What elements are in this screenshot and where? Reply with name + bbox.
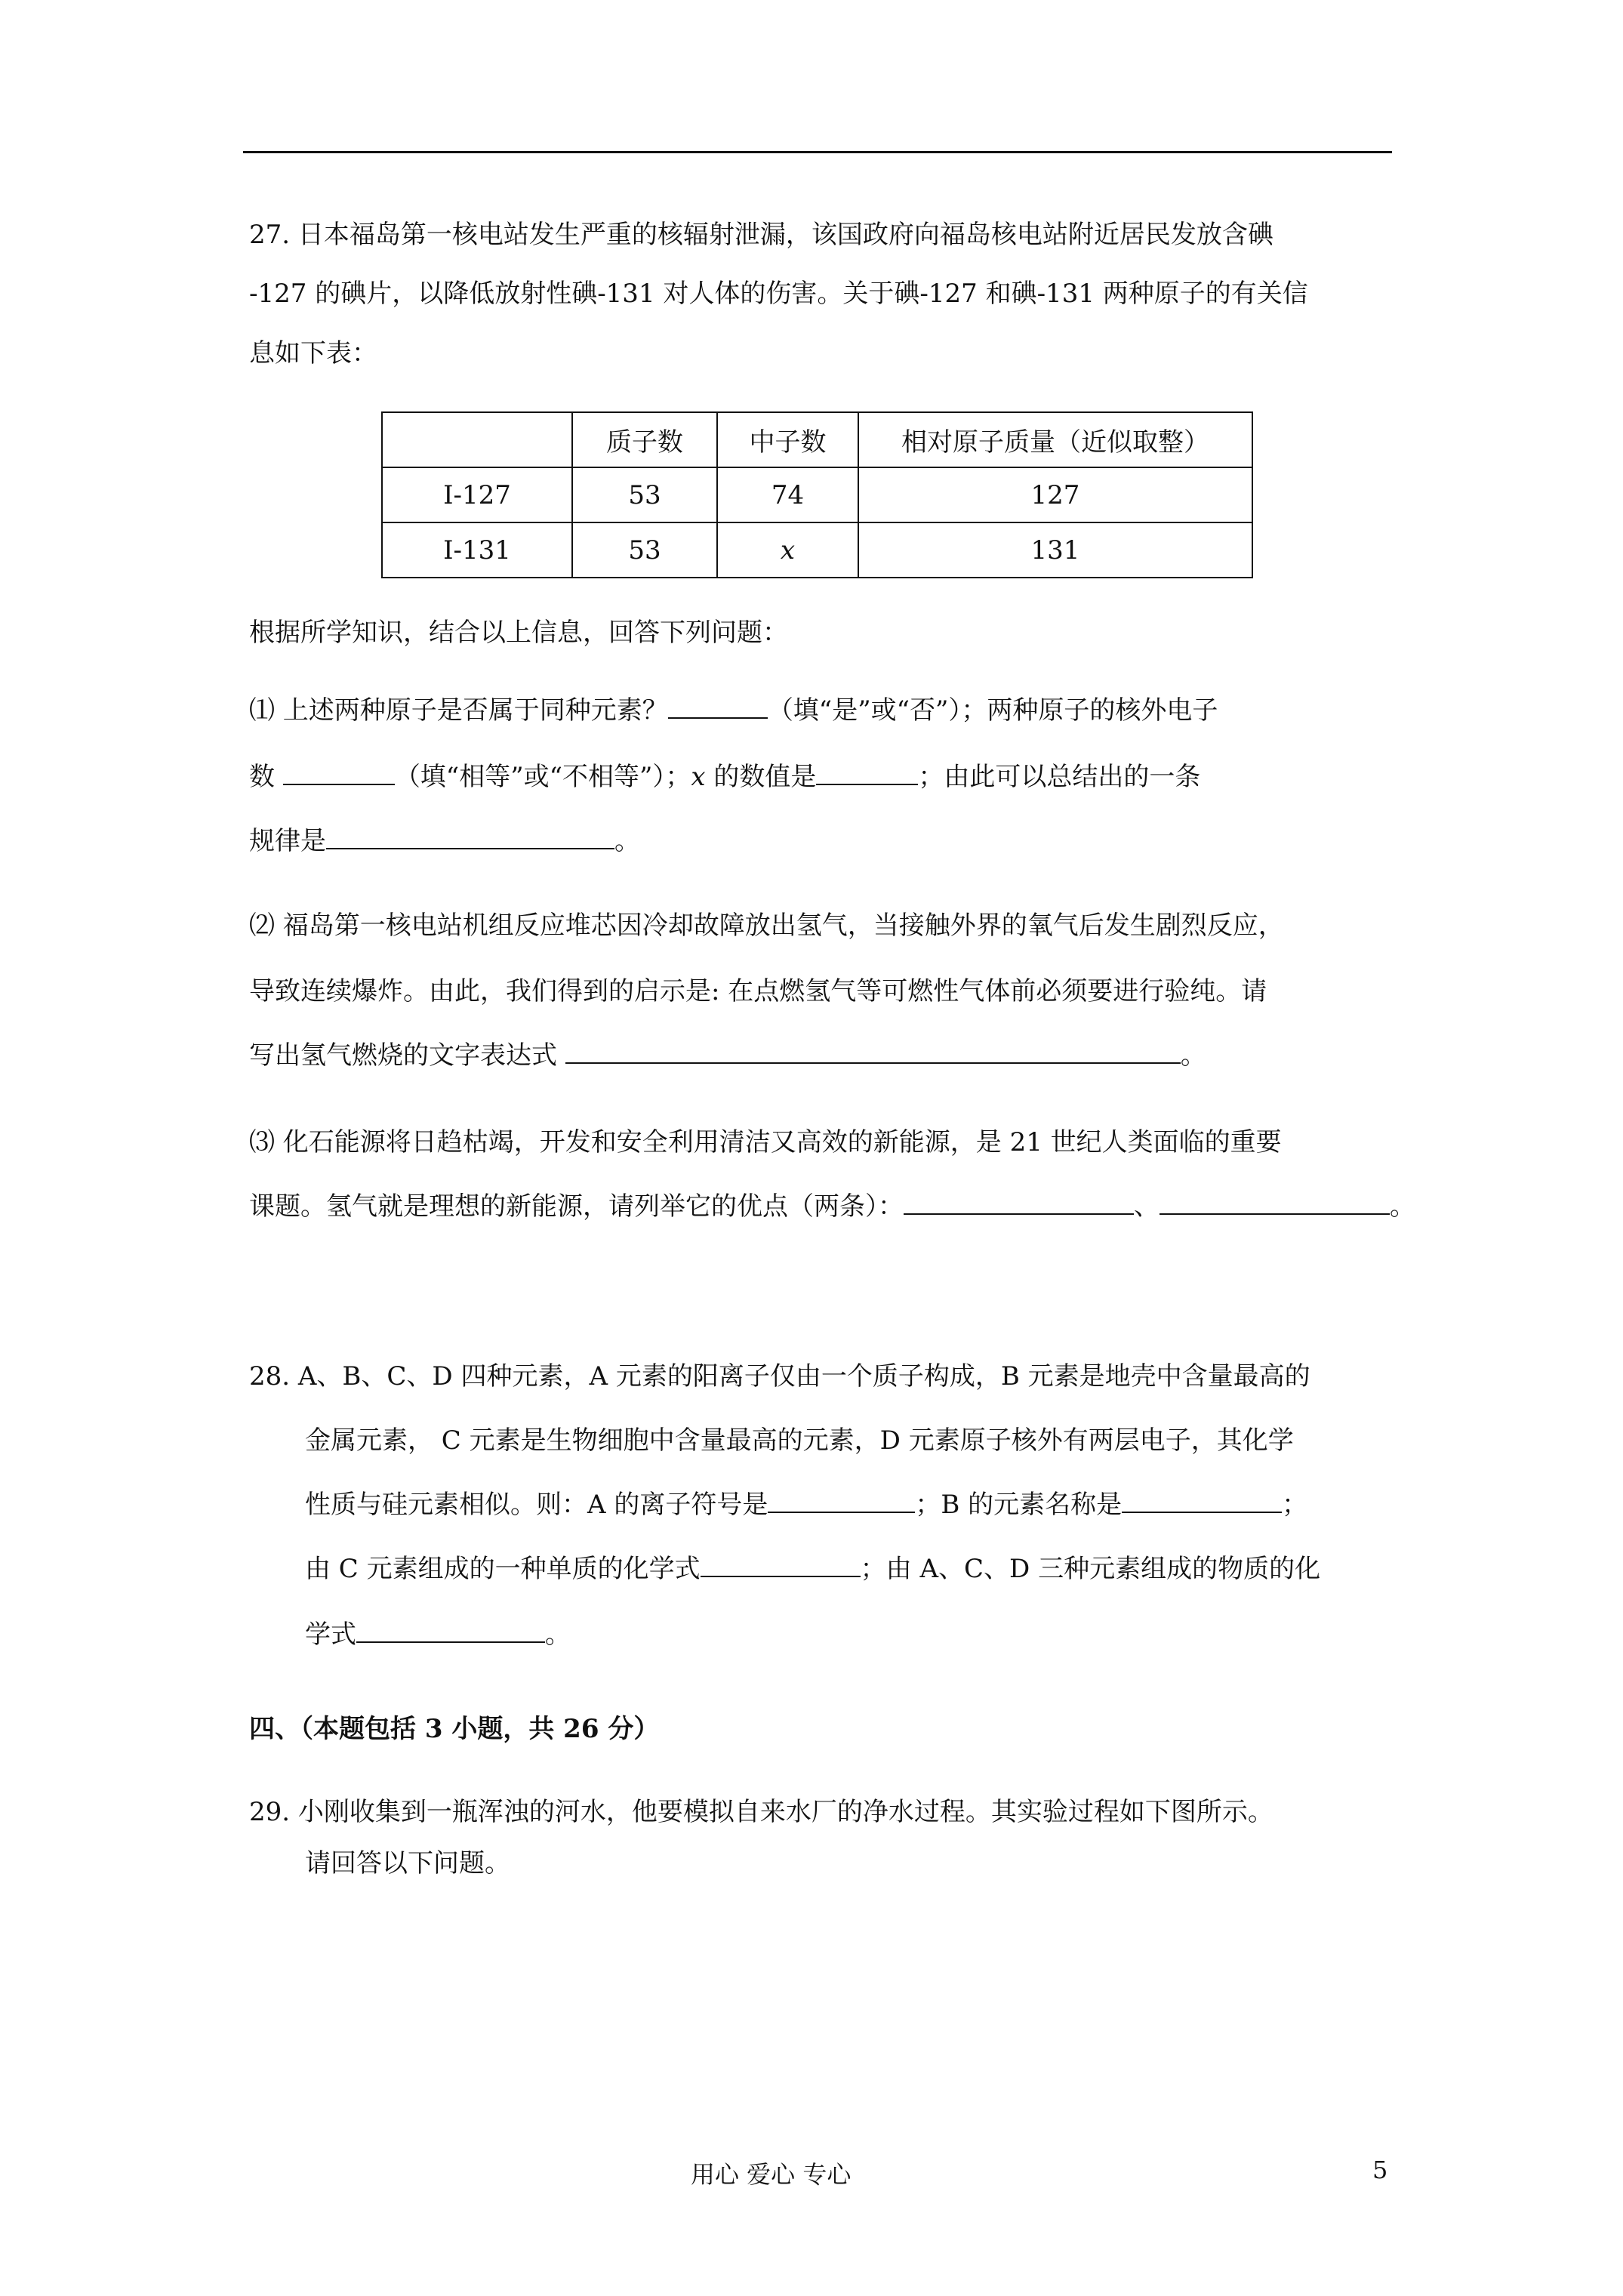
q27-part3-line-1: ⑶ 化石能源将日趋枯竭，开发和安全利用清洁又高效的新能源，是 21 世纪人类面临的重要 xyxy=(249,1127,1282,1157)
table-row xyxy=(382,522,1252,578)
text: 学式 xyxy=(305,1620,356,1650)
page-number: 5 xyxy=(1372,2156,1388,2184)
answer-blank[interactable] xyxy=(768,1489,915,1513)
text: 规律是 xyxy=(249,826,326,856)
q27-part2-line-3 xyxy=(249,1034,1206,1071)
table-cell: 74 xyxy=(717,467,858,522)
q28-line-5 xyxy=(305,1613,571,1650)
answer-blank[interactable] xyxy=(904,1191,1134,1215)
q27-part1-line-1 xyxy=(249,689,1218,726)
text: 。 xyxy=(545,1620,571,1650)
q29-line-1: 29. 小刚收集到一瓶浑浊的河水，他要模拟自来水厂的净水过程。其实验过程如下图所示。 xyxy=(249,1797,1273,1827)
q28-line-2: 金属元素， C 元素是生物细胞中含量最高的元素，D 元素原子核外有两层电子，其化学 xyxy=(305,1425,1294,1456)
text: 课题。氢气就是理想的新能源，请列举它的优点（两条）： xyxy=(249,1191,904,1222)
q27-line-3: 息如下表： xyxy=(249,338,377,368)
variable-x: x xyxy=(691,762,706,792)
text: ；B 的元素名称是 xyxy=(915,1490,1123,1520)
text: ；由 A、C、D 三种元素组成的物质的化 xyxy=(860,1554,1321,1584)
text: （填“是”或“否”）；两种原子的核外电子 xyxy=(767,695,1218,726)
answer-blank[interactable] xyxy=(701,1553,861,1577)
table-row xyxy=(382,467,1252,522)
text: 。 xyxy=(614,826,640,856)
text: （填“相等”或“不相等”）； xyxy=(394,762,691,792)
table-header-row xyxy=(382,412,1252,467)
answer-blank[interactable] xyxy=(1160,1191,1390,1215)
table-cell: I-131 xyxy=(382,522,572,578)
text: 由 C 元素组成的一种单质的化学式 xyxy=(305,1554,701,1584)
q27-part3-line-2 xyxy=(249,1185,1415,1222)
table-cell: x xyxy=(717,522,858,578)
q27-part2-line-2: 导致连续爆炸。由此，我们得到的启示是: 在点燃氢气等可燃性气体前必须要进行验纯。请 xyxy=(249,976,1267,1006)
q28-line-1: 28. A、B、C、D 四种元素，A 元素的阳离子仅由一个质子构成，B 元素是地壳中含量最高的 xyxy=(249,1361,1310,1391)
table-cell: 53 xyxy=(572,522,717,578)
text: ；由此可以总结出的一条 xyxy=(918,762,1201,792)
q27-line-1: 27. 日本福岛第一核电站发生严重的核辐射泄漏，该国政府向福岛核电站附近居民发放含碘 xyxy=(249,220,1273,250)
answer-blank[interactable] xyxy=(356,1619,545,1643)
answer-blank[interactable] xyxy=(326,825,614,849)
table-header-cell: 质子数 xyxy=(572,412,717,467)
text: 。 xyxy=(1390,1191,1415,1222)
answer-blank[interactable] xyxy=(565,1040,1181,1064)
answer-blank[interactable] xyxy=(1122,1489,1282,1513)
text: 数 xyxy=(249,762,283,792)
isotope-table xyxy=(381,411,1253,578)
text: 写出氢气燃烧的文字表达式 xyxy=(249,1040,565,1071)
answer-blank[interactable] xyxy=(816,761,918,785)
q29-line-2: 请回答以下问题。 xyxy=(305,1848,510,1878)
q27-part1-line-2 xyxy=(249,756,1200,793)
table-header-cell: 相对原子质量（近似取整） xyxy=(858,412,1252,467)
text: 性质与硅元素相似。则：A 的离子符号是 xyxy=(305,1490,768,1520)
table-cell: I-127 xyxy=(382,467,572,522)
table-header-cell xyxy=(382,412,572,467)
q27-part2-line-1: ⑵ 福岛第一核电站机组反应堆芯因冷却故障放出氢气，当接触外界的氧气后发生剧烈反应， xyxy=(249,911,1284,941)
section-heading: 四、（本题包括 3 小题，共 26 分） xyxy=(249,1714,660,1744)
q28-line-3 xyxy=(305,1484,1307,1521)
table-cell: 131 xyxy=(858,522,1252,578)
answer-blank[interactable] xyxy=(668,695,768,719)
text: ； xyxy=(1282,1490,1308,1520)
table-header-cell: 中子数 xyxy=(717,412,858,467)
q28-line-4 xyxy=(305,1548,1320,1585)
footer-motto: 用心 爱心 专心 xyxy=(691,2160,852,2189)
table-cell: 53 xyxy=(572,467,717,522)
text: 。 xyxy=(1180,1040,1206,1071)
q27-intro: 根据所学知识，结合以上信息，回答下列问题： xyxy=(249,618,788,648)
q27-line-2: -127 的碘片，以降低放射性碘-131 对人体的伤害。关于碘-127 和碘-131 两种原子的有关信 xyxy=(249,279,1308,309)
q27-part1-line-3 xyxy=(249,820,640,857)
answer-blank[interactable] xyxy=(283,761,395,785)
header-rule xyxy=(243,151,1392,153)
text: 的数值是 xyxy=(705,762,817,792)
text: 、 xyxy=(1134,1191,1160,1222)
text: ⑴ 上述两种原子是否属于同种元素？ xyxy=(249,695,668,726)
table-cell: 127 xyxy=(858,467,1252,522)
